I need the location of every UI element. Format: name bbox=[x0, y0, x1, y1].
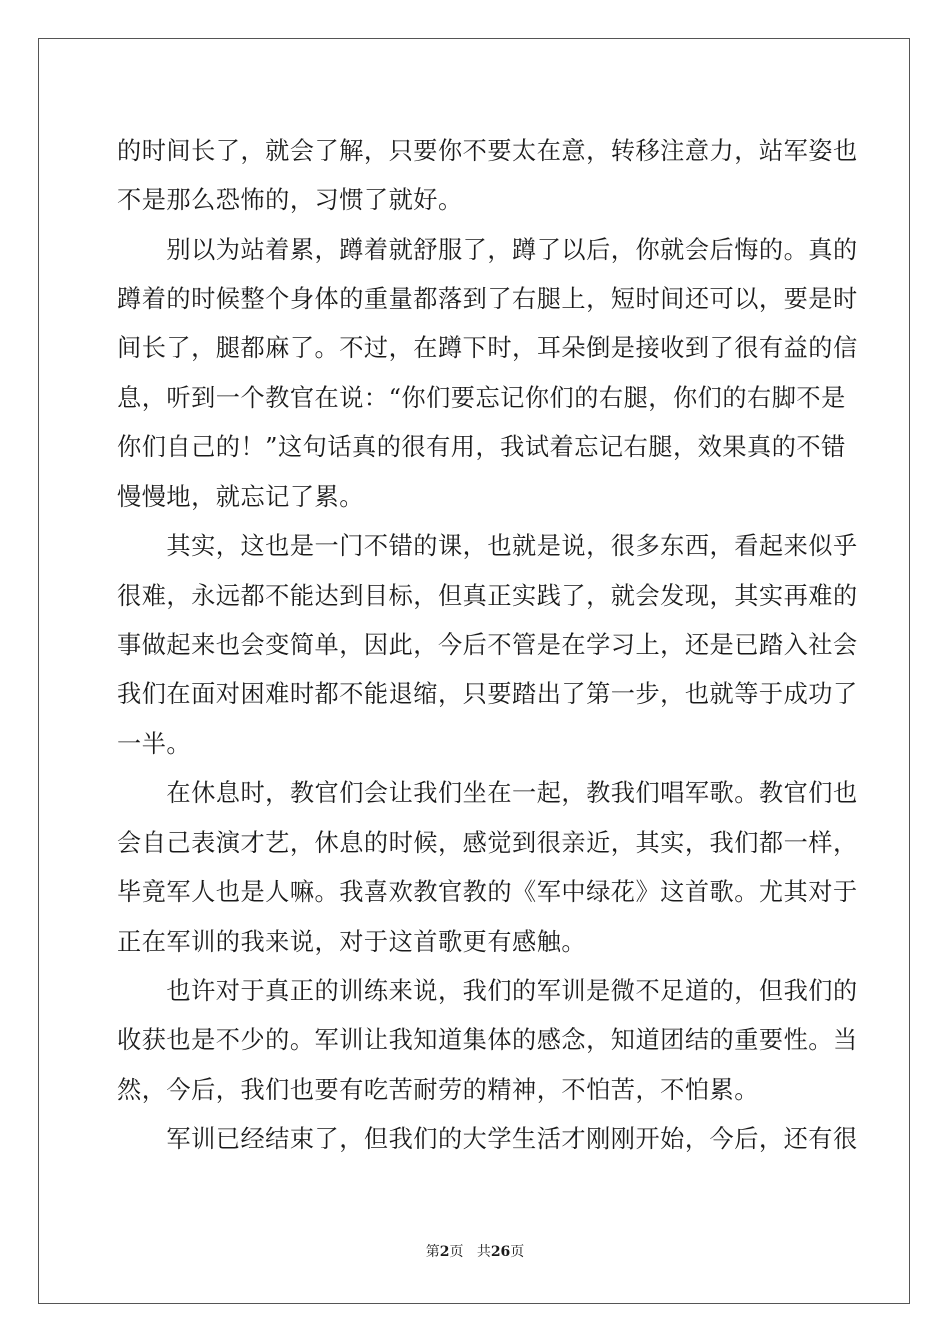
text-line: 蹲着的时候整个身体的重量都落到了右腿上，短时间还可以，要是时 bbox=[117, 285, 858, 313]
text-line: 间长了，腿都麻了。不过，在蹲下时，耳朵倒是接收到了很有益的信 bbox=[117, 334, 858, 362]
text-line: 很难，永远都不能达到目标，但真正实践了，就会发现，其实再难的 bbox=[117, 582, 858, 610]
page-footer bbox=[0, 1242, 950, 1262]
text-line: 毕竟军人也是人嘛。我喜欢教官教的《军中绿花》这首歌。尤其对于 bbox=[117, 878, 858, 906]
text-line: 不是那么恐怖的，习惯了就好。 bbox=[117, 186, 463, 214]
text-line: 收获也是不少的。军训让我知道集体的感念，知道团结的重要性。当 bbox=[117, 1026, 858, 1054]
total-suffix: 页 bbox=[510, 1244, 525, 1260]
page-suffix: 页 bbox=[449, 1244, 464, 1260]
page-border bbox=[38, 38, 910, 1304]
text-line: 事做起来也会变简单，因此，今后不管是在学习上，还是已踏入社会 bbox=[117, 631, 858, 659]
text-line: 我们在面对困难时都不能退缩，只要踏出了第一步，也就等于成功了 bbox=[117, 680, 858, 708]
text-line: 慢慢地，就忘记了累。 bbox=[117, 483, 364, 511]
total-prefix: 共 bbox=[476, 1244, 491, 1260]
text-line: 的时间长了，就会了解，只要你不要太在意，转移注意力，站军姿也 bbox=[117, 137, 858, 165]
text-line: 你们自己的！”这句话真的很有用，我试着忘记右腿，效果真的不错 bbox=[117, 433, 846, 461]
page-number: 2 bbox=[439, 1244, 450, 1260]
text-line: 会自己表演才艺，休息的时候，感觉到很亲近，其实，我们都一样， bbox=[117, 829, 858, 857]
text-line: 一半。 bbox=[117, 730, 192, 758]
text-line: 然，今后，我们也要有吃苦耐劳的精神，不怕苦，不怕累。 bbox=[117, 1076, 759, 1104]
text-line: 也许对于真正的训练来说，我们的军训是微不足道的，但我们的 bbox=[117, 977, 858, 1005]
text-line: 正在军训的我来说，对于这首歌更有感触。 bbox=[117, 928, 587, 956]
total-pages: 26 bbox=[490, 1244, 511, 1260]
text-line: 息，听到一个教官在说：“你们要忘记你们的右腿，你们的右脚不是 bbox=[117, 384, 846, 412]
page-prefix: 第 bbox=[425, 1244, 440, 1260]
text-line: 其实，这也是一门不错的课，也就是说，很多东西，看起来似乎 bbox=[117, 532, 858, 560]
text-line: 别以为站着累，蹲着就舒服了，蹲了以后，你就会后悔的。真的 bbox=[117, 236, 858, 264]
text-line: 军训已经结束了，但我们的大学生活才刚刚开始，今后，还有很 bbox=[117, 1125, 858, 1153]
text-line: 在休息时，教官们会让我们坐在一起，教我们唱军歌。教官们也 bbox=[117, 779, 858, 807]
